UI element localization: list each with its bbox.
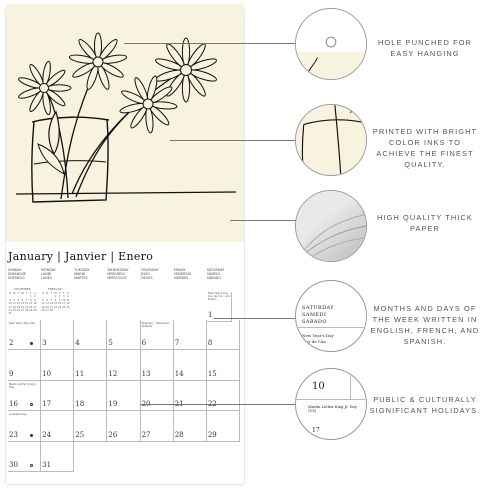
mini-calendar-day: M <box>46 292 49 295</box>
artwork-detail-icon <box>296 105 366 175</box>
mini-calendar-day: W <box>21 292 24 295</box>
bubble-divider <box>296 327 367 328</box>
bubble-holiday-note: Martin Luther King Jr. Day (US) <box>308 405 357 413</box>
day-cell-7 <box>174 320 207 350</box>
day-number: 30 <box>9 460 18 469</box>
month-title: January | Janvier | Enero <box>8 250 154 263</box>
bubble-weekday-es: SÁBADO <box>302 319 327 325</box>
mini-calendar-day: 7 <box>25 298 28 302</box>
mini-calendar-day: 16 <box>33 302 37 306</box>
mini-calendar-day: S <box>42 292 44 295</box>
holiday-note: New Year's Day Obs. <box>9 322 36 325</box>
day-cell-14 <box>174 350 207 380</box>
weekday-tuesday: TUESDAY MARDI MARTES <box>74 268 90 280</box>
weekday-thursday: THURSDAY JEUDI JUEVES <box>140 268 159 280</box>
callout-line <box>170 140 296 141</box>
mini-calendar-day: 2 <box>34 295 36 299</box>
day-number: 11 <box>75 369 85 378</box>
mini-calendar-title: FEBRUARY <box>47 288 64 291</box>
day-grid <box>8 320 240 472</box>
holiday-note: New Year's Day · Jour de l'An · Año Nuevo <box>208 292 231 302</box>
mini-calendar-day: S <box>9 292 11 295</box>
day-cell-12 <box>107 350 140 380</box>
mini-calendar-day: 25 <box>12 309 16 313</box>
mini-calendar-day: 24 <box>62 305 66 309</box>
mini-calendar-day: 29 <box>29 309 33 313</box>
day-number: 28 <box>174 430 184 439</box>
new-moon-icon <box>30 342 33 345</box>
day-number: 15 <box>207 369 217 378</box>
feature-label-thick-paper: HIGH QUALITY THICK PAPER <box>377 213 473 233</box>
mini-calendar-day: 24 <box>8 309 12 313</box>
day-number: 17 <box>42 400 52 409</box>
daisy-vase-artwork <box>6 4 244 242</box>
new-moon-icon <box>30 434 33 437</box>
day-cell-20 <box>141 381 174 411</box>
mini-calendar-day: 6 <box>46 298 49 302</box>
day-number: 24 <box>42 430 52 439</box>
day-cell-13 <box>141 350 174 380</box>
mini-calendar-day: 15 <box>53 302 58 306</box>
day-cell-30 <box>8 442 41 472</box>
mini-calendar-day: 11 <box>66 298 70 302</box>
day-cell-26 <box>107 411 140 441</box>
day-cell-3 <box>41 320 74 350</box>
mini-calendar-day: 18 <box>12 305 16 309</box>
callout-line <box>140 404 296 405</box>
day-cell-15 <box>207 350 240 380</box>
bubble-day-number-2: 17 <box>312 427 320 434</box>
day-cell-16 <box>8 381 41 411</box>
mini-calendar-day: 9 <box>58 298 61 302</box>
artwork-detail-bubble <box>295 104 367 176</box>
day-cell-31 <box>41 442 74 472</box>
callout-line <box>214 318 296 319</box>
day-number: 5 <box>108 339 113 348</box>
day-cell-18 <box>74 381 107 411</box>
bubble-weekday-en: SATURDAY <box>302 305 334 311</box>
day-cell-17 <box>41 381 74 411</box>
holiday-note: Epiphany · Épiphanie · Epifanía <box>141 322 171 329</box>
mini-calendar-day: 19 <box>16 305 20 309</box>
day-number: 31 <box>42 460 52 469</box>
feature-label-color-inks: PRINTED WITH BRIGHT COLOR INKS TO ACHIEVE THE FINEST QUALITY. <box>372 127 478 169</box>
feature-label-languages: MONTHS AND DAYS OF THE WEEK WRITTEN IN ENGLISH, FRENCH, AND SPANISH. <box>370 304 480 346</box>
mini-calendar-day: 26 <box>16 309 20 313</box>
paper-stack-detail-bubble <box>295 190 367 262</box>
bubble-grid-line <box>296 399 367 400</box>
day-number: 8 <box>207 339 213 348</box>
callout-line <box>124 43 296 44</box>
mini-calendar-day: 19 <box>41 305 45 309</box>
mini-calendar-day: 11 <box>12 302 16 306</box>
hole-punch-detail-icon <box>296 9 366 79</box>
day-cell-2 <box>8 320 41 350</box>
holiday-note: Australia Day <box>9 413 27 417</box>
day-number: 23 <box>9 430 18 439</box>
mini-calendar-day: 5 <box>42 298 44 302</box>
mini-calendar-day: 2 <box>58 295 61 299</box>
mini-calendar-day: F <box>30 292 32 295</box>
mini-calendar-day: 21 <box>49 305 53 309</box>
day-cell-29 <box>207 411 240 441</box>
weekday-saturday: SATURDAY SAMEDI SÁBADO <box>206 268 225 280</box>
day-number: 13 <box>141 369 151 378</box>
mini-calendar-day: 22 <box>53 305 58 309</box>
mini-calendar-day: S <box>67 292 69 295</box>
mini-calendar-day: 26 <box>41 309 45 313</box>
mini-calendar-day: 27 <box>20 309 25 313</box>
day-cell-6 <box>141 320 174 350</box>
feature-label-holidays: PUBLIC & CULTURALLY SIGNIFICANT HOLIDAYS. <box>369 395 481 415</box>
mini-calendar-day: 8 <box>29 298 32 302</box>
mini-calendar-day: 12 <box>16 302 20 306</box>
day-number: 9 <box>9 369 14 378</box>
day-number: 1 <box>208 311 213 319</box>
mini-calendar-day: W <box>54 292 57 295</box>
flower-illustration <box>6 4 244 242</box>
bubble-day-number: 10 <box>312 381 325 392</box>
mini-calendar-day: F <box>63 292 65 295</box>
weekday-wednesday: WEDNESDAY MERCREDI MIÉRCOLES <box>107 268 129 280</box>
day-number: 25 <box>75 430 85 439</box>
weekday-sunday: SUNDAY DIMANCHE DOMINGO <box>8 268 27 280</box>
bubble-holiday: New Year's Day <box>302 333 334 338</box>
mini-calendar-day: 3 <box>62 295 65 299</box>
mini-calendar-day: 14 <box>24 302 29 306</box>
mini-calendar-day: 15 <box>29 302 33 306</box>
mini-calendar-day: 17 <box>62 302 66 306</box>
full-moon-icon <box>30 464 33 467</box>
mini-calendar-day: 27 <box>45 309 49 313</box>
day-cell-25 <box>74 411 107 441</box>
mini-calendar-day: 12 <box>41 302 45 306</box>
full-moon-icon <box>30 403 33 406</box>
mini-calendar-day: 31 <box>8 312 12 316</box>
day-cell-9 <box>8 350 41 380</box>
mini-calendar-day: 14 <box>49 302 53 306</box>
mini-calendar-day: 1 <box>29 295 32 299</box>
day-cell-28 <box>174 411 207 441</box>
mini-calendar-day: 20 <box>20 305 25 309</box>
holiday-detail-bubble <box>295 368 367 440</box>
mini-calendar-day: 10 <box>8 302 12 306</box>
day-cell-21 <box>174 381 207 411</box>
day-number: 4 <box>75 339 80 348</box>
mini-calendar-day: 30 <box>33 309 37 313</box>
mini-calendar-day: T <box>58 292 61 295</box>
day-number: 6 <box>141 339 147 348</box>
mini-calendar-day: 1 <box>54 295 57 299</box>
day-number: 29 <box>207 430 217 439</box>
holiday-note: Martin Luther King Jr. Day <box>9 382 37 389</box>
mini-calendar-day: 3 <box>9 298 11 302</box>
callout-line <box>230 220 296 221</box>
mini-calendar-day: 10 <box>62 298 66 302</box>
mini-calendar-title: DECEMBER <box>14 288 31 291</box>
mini-calendars <box>8 288 70 316</box>
mini-calendar-day: T <box>50 292 53 295</box>
bubble-grid-line <box>350 369 351 399</box>
mini-calendar-day: 17 <box>8 305 12 309</box>
mini-calendar-day: 28 <box>49 309 53 313</box>
mini-calendar-day: 28 <box>24 309 29 313</box>
mini-calendar-day: 20 <box>45 305 49 309</box>
mini-calendar-grid <box>41 292 70 312</box>
day-number: 16 <box>9 400 18 409</box>
mini-calendar-day: 23 <box>33 305 37 309</box>
day-number: 7 <box>174 339 180 348</box>
mini-calendar-day: 22 <box>29 305 33 309</box>
mini-calendar-day: T <box>17 292 20 295</box>
day-cell-5 <box>107 320 140 350</box>
mini-calendar-day: S <box>34 292 36 295</box>
mini-calendar-day: 21 <box>24 305 29 309</box>
day-cell-8 <box>207 320 240 350</box>
day-cell-10 <box>41 350 74 380</box>
day-cell-19 <box>107 381 140 411</box>
day-number: 12 <box>108 369 118 378</box>
day-number: 26 <box>108 430 118 439</box>
day-cell-4 <box>74 320 107 350</box>
mini-calendar-february <box>41 288 70 316</box>
mini-calendar-day: 16 <box>57 302 62 306</box>
weekday-friday: FRIDAY VENDREDI VIERNES <box>173 268 192 280</box>
day-number: 27 <box>141 430 151 439</box>
mini-calendar-day: 18 <box>66 302 70 306</box>
day-cell-11 <box>74 350 107 380</box>
mini-calendar-day: 5 <box>17 298 20 302</box>
weekday-header-row <box>8 268 240 284</box>
day-number: 2 <box>9 339 14 348</box>
day-number: 18 <box>75 400 85 409</box>
mini-calendar-day: 25 <box>66 305 70 309</box>
weekday-monday: MONDAY LUNDI LUNES <box>41 268 56 280</box>
day-cell-24 <box>41 411 74 441</box>
bubble-holiday-fr: Jour de l'An <box>302 339 326 344</box>
mini-calendar-day: 8 <box>54 298 57 302</box>
day-cell-23 <box>8 411 41 441</box>
mini-calendar-day: T <box>25 292 28 295</box>
feature-label-hole-punch: HOLE PUNCHED FOR EASY HANGING <box>378 38 472 58</box>
mini-calendar-day: 4 <box>67 295 69 299</box>
hole-punch-detail-bubble <box>295 8 367 80</box>
day-number: 19 <box>108 400 118 409</box>
day-cell-22 <box>207 381 240 411</box>
day-number: 10 <box>42 369 52 378</box>
mini-calendar-december <box>8 288 37 316</box>
mini-calendar-day: 9 <box>34 298 36 302</box>
mini-calendar-grid <box>8 292 37 316</box>
day-cell-27 <box>141 411 174 441</box>
mini-calendar-day: 6 <box>21 298 24 302</box>
weekday-detail-bubble <box>295 280 367 352</box>
day-number: 3 <box>42 339 47 348</box>
mini-calendar-day: 4 <box>13 298 16 302</box>
day-number: 14 <box>174 369 184 378</box>
mini-calendar-day: 13 <box>20 302 25 306</box>
mini-calendar-day: M <box>13 292 16 295</box>
mini-calendar-day: 13 <box>45 302 49 306</box>
bubble-weekday-fr: SAMEDI <box>302 312 327 318</box>
paper-stack-detail-icon <box>296 191 366 261</box>
mini-calendar-day: 7 <box>50 298 53 302</box>
mini-calendar-day: 23 <box>57 305 62 309</box>
